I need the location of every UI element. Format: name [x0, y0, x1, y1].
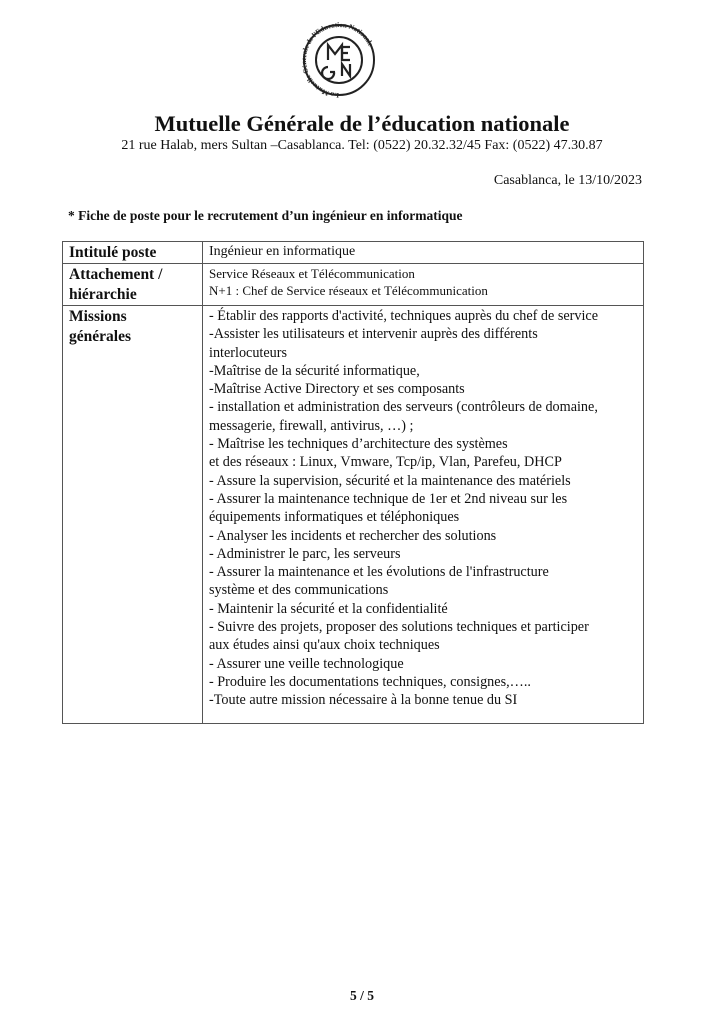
mission-line: système et des communications — [209, 582, 389, 599]
mission-line: -Toute autre mission nécessaire à la bonne tenue du SI — [209, 692, 518, 709]
mission-line: -Maîtrise de la sécurité informatique, — [209, 362, 420, 379]
mission-line: - Établir des rapports d'activité, techniques auprès du chef de service — [209, 308, 599, 324]
mission-line: - Assurer une veille technologique — [209, 655, 404, 672]
mission-line: - Suivre des projets, proposer des solutions techniques et participer — [209, 619, 589, 636]
attachement-label — [63, 264, 203, 306]
mission-line: - Maintenir la sécurité et la confidentialité — [209, 600, 448, 617]
mission-line: -Assister les utilisateurs et intervenir auprès des différents — [209, 326, 538, 343]
missions-label-line: Missions — [69, 308, 127, 325]
table-row-attachement — [63, 264, 644, 306]
organization-address: 21 rue Halab, mers Sultan –Casablanca. Tel: (0522) 20.32.32/45 Fax: (0522) 47.30.87 — [121, 138, 603, 153]
document-subject: * Fiche de poste pour le recrutement d’un ingénieur en informatique — [68, 208, 463, 223]
mission-line: équipements informatiques et téléphoniques — [209, 509, 460, 526]
mission-line: messagerie, firewall, antivirus, …) ; — [209, 417, 414, 434]
missions-list — [203, 306, 644, 724]
attachement-label-line: Attachement / — [69, 266, 163, 283]
mgen-seal-logo — [302, 20, 376, 104]
mission-line: - Assurer la maintenance et les évolutions de l'infrastructure — [209, 564, 549, 581]
mission-line: - Assurer la maintenance technique de 1er et 2nd niveau sur les — [209, 490, 568, 507]
table-row-intitule — [63, 242, 644, 264]
attachement-label-line: hiérarchie — [69, 286, 137, 303]
intitule-label: Intitulé poste — [63, 242, 203, 264]
mission-line: et des réseaux : Linux, Vmware, Tcp/ip, Vlan, Parefeu, DHCP — [209, 454, 562, 471]
mission-line: - installation et administration des serveurs (contrôleurs de domaine, — [209, 399, 598, 416]
missions-label-line: générales — [69, 328, 131, 345]
mission-line: - Analyser les incidents et rechercher des solutions — [209, 527, 497, 544]
page-number: 5 / 5 — [349, 988, 374, 1003]
mission-line: -Maîtrise Active Directory et ses composants — [209, 381, 465, 398]
mission-line: interlocuteurs — [209, 344, 288, 361]
job-description-table — [62, 241, 644, 724]
table-row-missions — [63, 306, 644, 724]
attachement-service: Service Réseaux et Télécommunication — [209, 266, 415, 281]
organization-title: Mutuelle Générale de l’éducation nationale — [154, 111, 570, 136]
intitule-value: Ingénieur en informatique — [203, 242, 644, 264]
svg-text:La Mutuelle Générale de l'Educ — [302, 21, 375, 99]
attachement-superior: N+1 : Chef de Service réseaux et Télécommunication — [209, 283, 488, 298]
mission-line: - Administrer le parc, les serveurs — [209, 545, 401, 562]
mission-line: - Maîtrise les techniques d’architecture des systèmes — [209, 436, 508, 453]
mission-line: - Assure la supervision, sécurité et la maintenance des matériels — [209, 472, 571, 489]
seal-ring-text: La Mutuelle G le de l'Education Nationale — [302, 20, 375, 100]
document-date: Casablanca, le 13/10/2023 — [493, 173, 642, 188]
missions-label — [63, 306, 203, 724]
mission-line: - Produire les documentations techniques, consignes,….. — [209, 673, 531, 690]
mission-line: aux études ainsi qu'aux choix techniques — [209, 637, 440, 654]
attachement-value — [203, 264, 644, 306]
